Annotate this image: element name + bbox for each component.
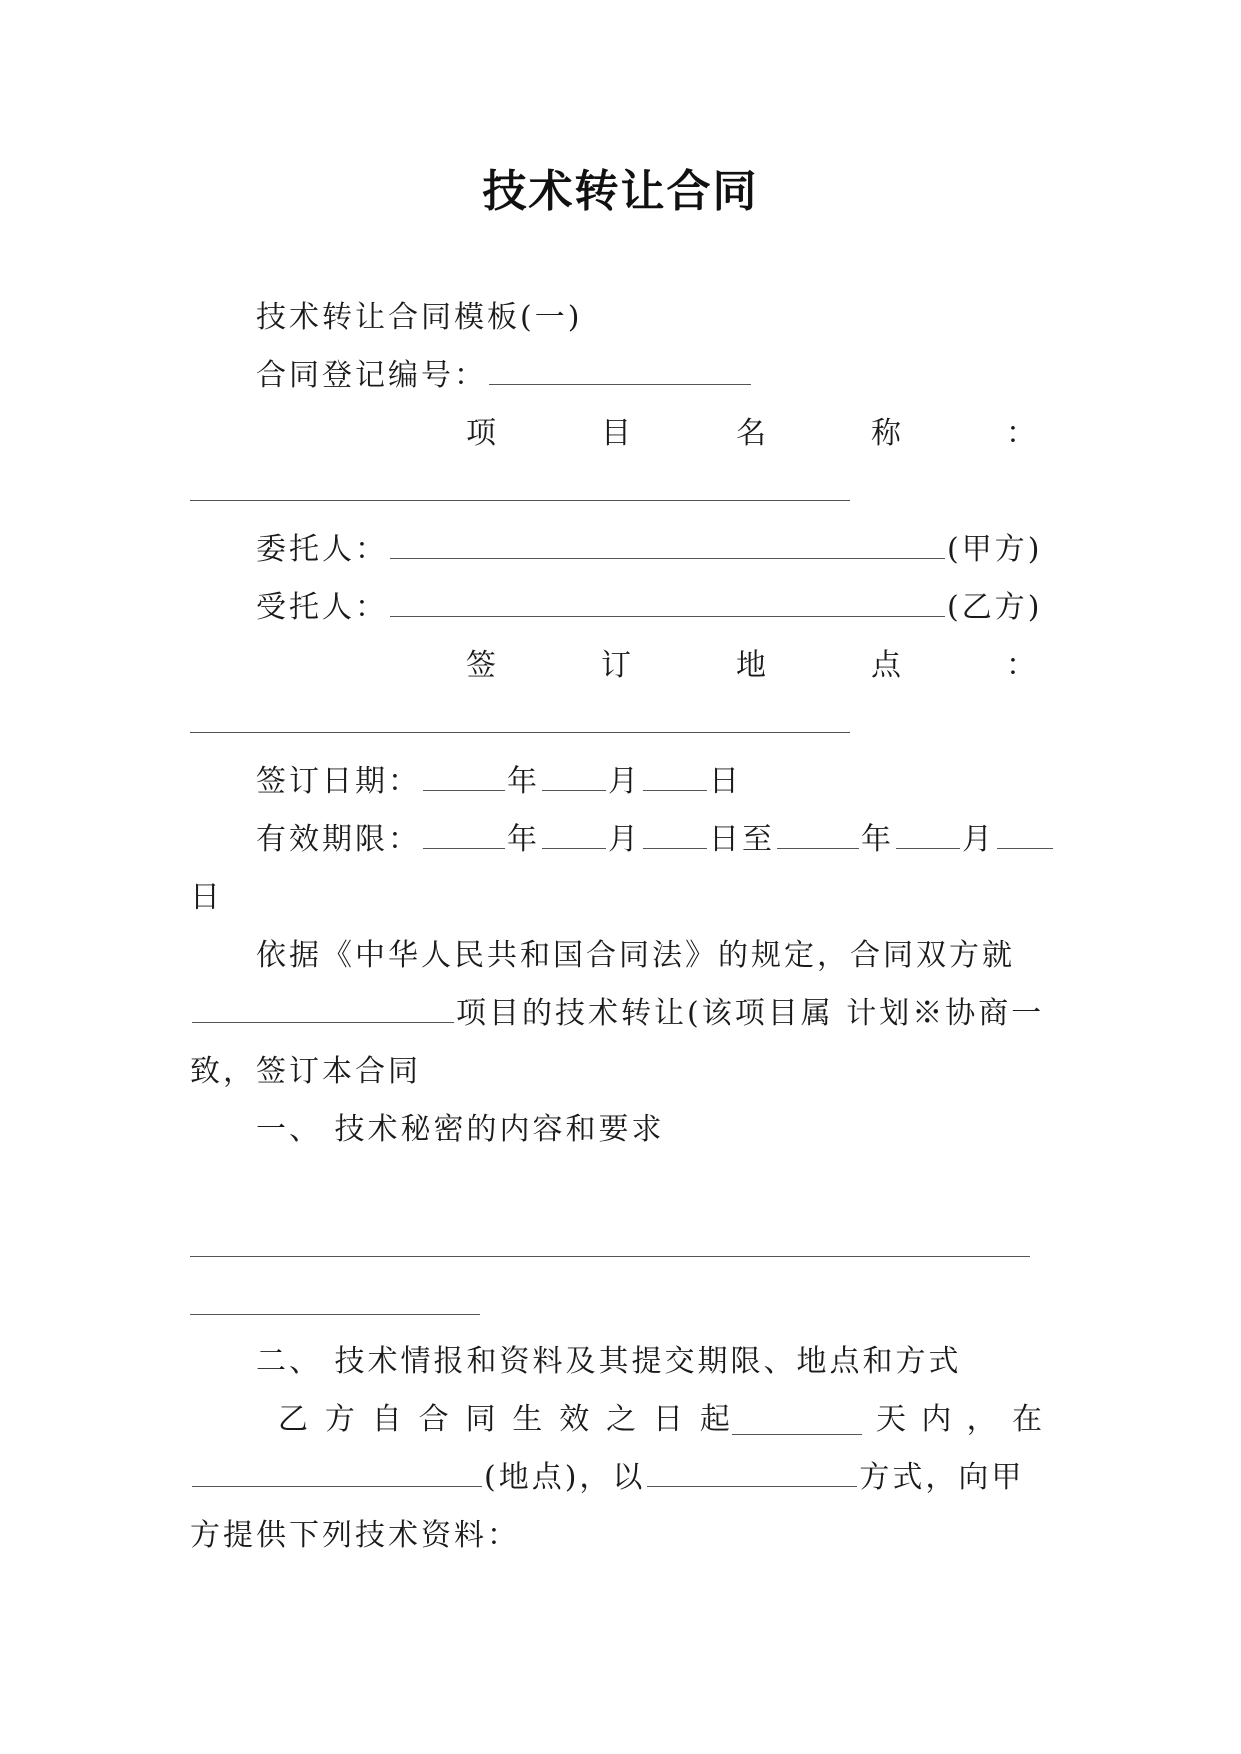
project-name-label <box>466 414 1036 454</box>
registration-number-line <box>256 356 753 396</box>
paragraph-2-char: 乙 <box>278 1402 308 1437</box>
paragraph-1-line-2-text: 项目的技术转让(该项目属 计划※协商一 <box>456 996 1045 1031</box>
paragraph-2-char: 之 <box>606 1402 637 1437</box>
project-blank <box>192 994 454 1023</box>
document-title: 技术转让合同 <box>482 166 759 217</box>
year-label: 年 <box>507 764 540 799</box>
signing-month-blank <box>542 762 606 791</box>
valid-end-year-blank <box>777 820 859 849</box>
validity-line <box>256 820 1055 860</box>
paragraph-2-char: ， <box>966 1402 997 1437</box>
days-blank <box>732 1434 862 1435</box>
method-label: 方式，向甲 <box>859 1460 1025 1495</box>
method-blank <box>647 1458 857 1487</box>
paragraph-2-char: 合 <box>418 1402 449 1437</box>
client-suffix: (甲方) <box>947 532 1043 567</box>
registration-number-label: 合同登记编号： <box>256 358 487 393</box>
section-1-blank-line-1 <box>190 1256 1030 1257</box>
month-label: 月 <box>962 822 995 857</box>
day-to-label: 日至 <box>709 822 775 857</box>
trustee-label: 受托人： <box>256 590 388 625</box>
paragraph-2-char: 自 <box>371 1402 402 1437</box>
location-blank <box>192 1458 482 1487</box>
paragraph-1-line-3: 致，签订本合同 <box>190 1054 421 1089</box>
paragraph-2-line-1-tail <box>876 1400 1042 1440</box>
registration-number-blank <box>489 356 751 385</box>
template-heading: 技术转让合同模板(一) <box>256 300 583 335</box>
location-label: (地点)，以 <box>484 1460 646 1495</box>
project-name-blank <box>190 500 850 501</box>
client-blank <box>390 530 945 559</box>
paragraph-1-line-2 <box>190 994 1044 1034</box>
client-line <box>256 530 1042 570</box>
paragraph-2-char: 在 <box>1011 1402 1042 1437</box>
signing-date-label: 签订日期： <box>256 764 421 799</box>
paragraph-2-char: 天 <box>876 1402 906 1437</box>
trustee-blank <box>390 588 945 617</box>
project-name-char: 称 <box>871 416 901 451</box>
validity-label: 有效期限： <box>256 822 421 857</box>
year-label: 年 <box>507 822 540 857</box>
signing-place-blank <box>190 732 850 733</box>
valid-end-month-blank <box>896 820 960 849</box>
paragraph-2-char: 效 <box>559 1402 590 1437</box>
paragraph-1-line-1: 依据《中华人民共和国合同法》的规定，合同双方就 <box>256 938 1015 973</box>
paragraph-2-char: 同 <box>465 1402 496 1437</box>
project-name-char: 目 <box>601 416 631 451</box>
paragraph-2-char: 生 <box>512 1402 543 1437</box>
section-2-heading: 二、 技术情报和资料及其提交期限、地点和方式 <box>256 1344 962 1379</box>
signing-day-blank <box>643 762 707 791</box>
paragraph-2-line-1-head <box>278 1400 730 1440</box>
signing-year-blank <box>423 762 505 791</box>
trustee-suffix: (乙方) <box>947 590 1043 625</box>
paragraph-2-char: 方 <box>324 1402 355 1437</box>
client-label: 委托人： <box>256 532 388 567</box>
valid-start-day-blank <box>643 820 707 849</box>
valid-end-day-blank <box>997 820 1053 849</box>
signing-place-colon: ： <box>1006 648 1036 683</box>
paragraph-2-char: 起 <box>699 1402 730 1437</box>
project-name-colon: ： <box>1006 416 1036 451</box>
signing-date-line <box>256 762 742 802</box>
signing-place-char: 订 <box>601 648 631 683</box>
year-label: 年 <box>861 822 894 857</box>
valid-start-month-blank <box>542 820 606 849</box>
paragraph-2-line-3: 方提供下列技术资料： <box>190 1518 520 1553</box>
signing-place-label <box>466 646 1036 686</box>
signing-place-char: 签 <box>466 648 496 683</box>
day-label: 日 <box>709 764 742 799</box>
month-label: 月 <box>608 822 641 857</box>
section-1-heading: 一、 技术秘密的内容和要求 <box>256 1112 665 1147</box>
paragraph-2-char: 日 <box>653 1402 683 1437</box>
signing-place-char: 地 <box>736 648 766 683</box>
section-1-blank-line-2 <box>190 1314 480 1315</box>
month-label: 月 <box>608 764 641 799</box>
signing-place-char: 点 <box>871 648 901 683</box>
project-name-char: 名 <box>736 416 766 451</box>
paragraph-2-char: 内 <box>921 1402 952 1437</box>
valid-start-year-blank <box>423 820 505 849</box>
paragraph-2-line-2 <box>190 1458 1024 1498</box>
project-name-char: 项 <box>466 416 496 451</box>
trustee-line <box>256 588 1042 628</box>
validity-end-day: 日 <box>190 880 223 915</box>
